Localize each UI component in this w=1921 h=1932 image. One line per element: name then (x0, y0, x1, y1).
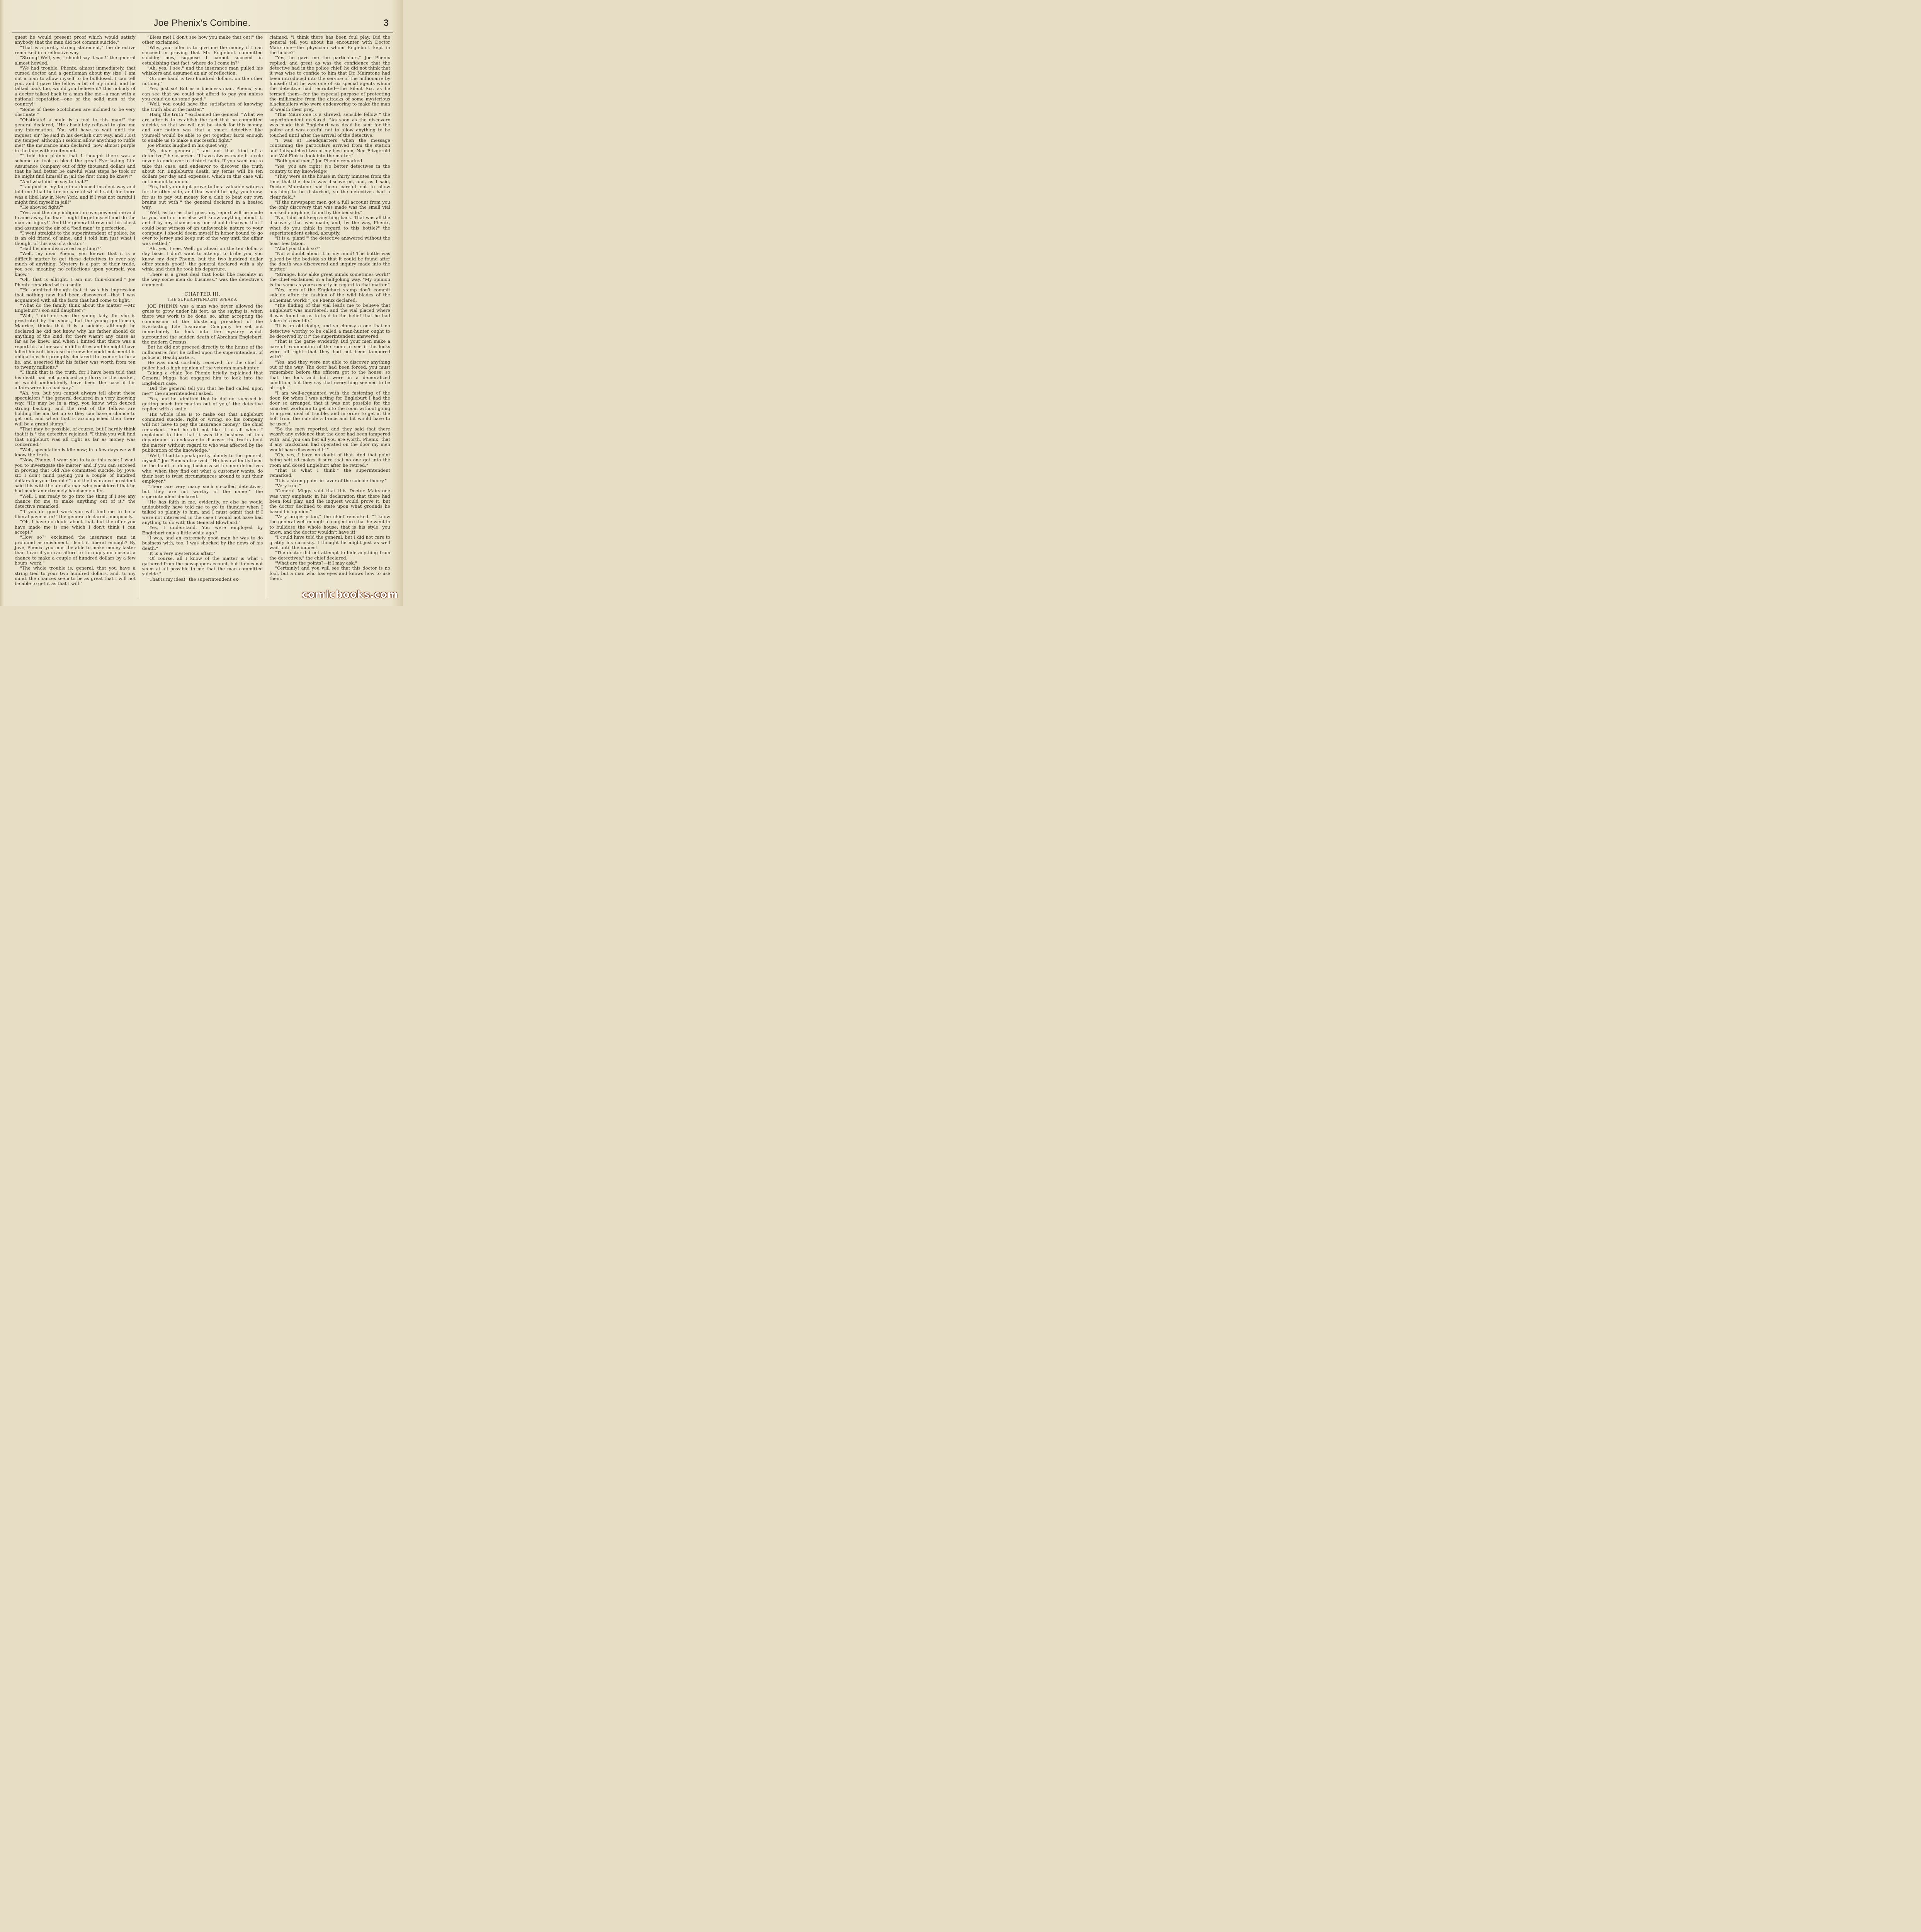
paragraph: "Yes, he gave me the particulars," Joe Phenix replied, and great as was the confidence that the detective had in the police chief, he did not think that it was wise to confide to him that Dr. Mairstone had been introduced into the service of the millionaire by himself; that he was one of six special agents whom the detective had recruited—the Silent Six, as he termed them—for the especial purpose of protecting the millionaire from the attacks of some mysterious blackmailers who were endeavoring to make the man of wealth their prey." (269, 55, 391, 112)
paragraph: "Of course, all I know of the matter is what I gathered from the newspaper account, but it does not seem at all possible to me that the man committed suicide." (142, 556, 263, 577)
paragraph: "No, I did not keep anything back. That was all the discovery that was made, and, by the way, Phenix, what do you think in regard to this bottle?" the superintendent asked, abruptly. (269, 215, 391, 236)
paragraph: "Very properly too," the chief remarked. "I know the general well enough to conjecture that he went in to bulldose the whole house; that is his style, you know, and the doctor wouldn't have it!" (269, 514, 391, 535)
paragraph: "Oh, yes, I have no doubt of that. And that point being settled makes it sure that no one got into the room and dosed Engleburt after he retired." (269, 452, 391, 468)
paragraph: "Obstinate! a mule is a fool to this man!" the general declared, "He absolutely refused to give me any information. 'You will have to wait until the inquest, sir,' he said in his devilish curt way, and I lost my temper, although I seldom allow anything to ruffle me!" the insurance man declared, now almost purple in the face with excitement. (15, 117, 136, 153)
paragraph: He was most cordially received, for the chief of police had a high opinion of the veteran man-hunter. (142, 360, 263, 371)
paragraph: "I went straight to the superintendent of police; he is an old friend of mine, and I told him just what I thought of this ass of a doctor." (15, 230, 136, 246)
paragraph: "That is the game evidently. Did your men make a careful examination of the room to see if the locks were all right—that they had not been tampered with?" (269, 338, 391, 360)
paragraph: "He admitted though that it was his impression that nothing new had been discovered—that I was acquainted with all the facts that had come to light." (15, 287, 136, 303)
paragraph: "I told him plainly that I thought there was a scheme on foot to bleed the great Everlasting Life Assurance Company out of fifty thousand dollars and that he had better be careful what steps he took or he might find himself in jail the first thing he knew!" (15, 153, 136, 179)
paragraph: "The whole trouble is, general, that you have a string tied to your two hundred dollars, and, to my mind, the chances seem to be as great that I will not be able to get it as that I will." (15, 565, 136, 587)
paragraph: "How so?" exclaimed the insurance man in profound astonishment. "Isn't it liberal enough? By Jove, Phenix, you must be able to make money faster than I can if you can afford to turn up your nose at a chance to make a couple of hundred dollars by a few hours' work." (15, 534, 136, 566)
paragraph: "Well, I am ready to go into the thing if I see any chance for me to make anything out of it," the detective remarked. (15, 493, 136, 509)
paragraph: "Oh, that is allright. I am not thin-skinned," Joe Phenix remarked with a smile. (15, 277, 136, 287)
paragraph: "The finding of this vial leads me to believe that Engleburt was murdered, and the vial placed where it was found so as to lead to the belief that he had taken his own life." (269, 302, 391, 323)
text-columns (12, 35, 393, 599)
paragraph: "General Miggs said that this Doctor Mairstone was very emphatic in his declaration that there had been foul play, and the inquest would prove it, but the doctor declined to state upon what grounds he based his opinion." (269, 488, 391, 514)
paragraph: "Laughed in my face in a deuced insolent way and told me I had better be careful what I said, for there was a libel law in New York, and if I was not careful I might find myself in jail!" (15, 184, 136, 205)
paragraph: "Both good men," Joe Phenix remarked. (275, 158, 364, 164)
paragraph: "It is a strong point in favor of the suicide theory." (275, 478, 387, 483)
column-left (12, 35, 139, 599)
paragraph: "Bless me! I don't see how you make that out!" the other exclaimed. (142, 35, 263, 45)
paragraph: "Yes, but you might prove to be a valuable witness for the other side, and that would be ugly, you know, for us to pay out money for a club to beat our own brains out with!" the general declared in a heated way. (142, 184, 263, 210)
column-middle (139, 35, 266, 599)
newspaper-page (0, 0, 403, 606)
paragraph: "My dear general, I am not that kind of a detective," he asserted. "I have always made it a rule never to endeavor to distort facts. If you want me to take this case, and endeavor to discover the truth about Mr. Engleburt's death, my terms will be ten dollars per day and expenses, which in this case will not amount to much." (142, 148, 263, 184)
paragraph: "That is a pretty strong statement," the detective remarked in a reflective way. (15, 44, 136, 56)
paragraph: "Some of these Scotchmen are inclined to be very obstinate." (15, 106, 136, 117)
paragraph: "Ah, yes, but you cannot always tell about these speculators," the general declared in a very knowing way. "He may be in a ring, you know, with deuced strong backing, and the rest of the fellows are holding the market up so they can have a chance to get out, and when that is accomplished then there will be a grand slump." (15, 390, 136, 427)
paragraph: "I am well-acquainted with the fastening of the door, for when I was acting for Engleburt I had the door so arranged that it was not possible for the smartest workman to get into the room without going to a great deal of trouble, and in order to get at the bolt from the outside a brace and bit would have to be used." (269, 390, 391, 427)
paragraph: "Had his men discovered anything?" (20, 246, 102, 252)
paragraph: "If you do good work you will find me to be a liberal paymaster!" the general declared, pompously. (15, 509, 136, 519)
paragraph: "Yes, I understand. You were employed by Engleburt only a little while ago." (142, 525, 263, 536)
paragraph: "Yes, you are right! No better detectives in the country to my knowledge! (269, 163, 391, 174)
paragraph: "Not a doubt about it in my mind! The bottle was placed by the bedside so that it could be found after the death was discovered and inquiry made into the matter." (269, 251, 391, 272)
paragraph: JOE PHENIX was a man who never allowed the grass to grow under his feet, as the saying is, when there was work to be done, so, after accepting the commission of the blustering president of the Everlasting Life Insurance Company he set out immediately to look into the mystery which surrounded the sudden death of Abraham Engleburt, the modern Crœsus. (142, 303, 263, 345)
watermark: comicbooks.com (301, 589, 398, 600)
paragraph: Taking a chair, Joe Phenix briefly explained that General Miggs had engaged him to look into the Engleburt case. (142, 370, 263, 386)
paragraph: "I think that is the truth, for I have been told that his death had not produced any flurry in the market, as would undoubtedly have been the case if his affairs were in a bad way." (15, 369, 136, 391)
paragraph: "It is an old dodge, and so clumsy a one that no detective worthy to be called a man-hunter ought to be deceived by it!" the superintendent answered. (269, 323, 391, 339)
paragraph: "There are very many such so-called detectives, but they are not worthy of the name!" the superintendent declared. (142, 483, 263, 500)
paragraph: "What do the family think about the matter —Mr. Engleburt's son and daughter?" (15, 302, 136, 313)
paragraph: "So the men reported, and they said that there wasn't any evidence that the door had been tampered with, and you can bet all you are worth, Phenix, that if any cracksman had operated on the door my men would have discovered it!" (269, 426, 391, 452)
paragraph: "And what did he say to that?" (20, 179, 88, 184)
paragraph: "Oh, I have no doubt about that, but the offer you have made me is one which I don't think I can accept." (15, 519, 136, 535)
paragraph: "Aha! you think so?" (275, 246, 320, 252)
paragraph: "That is my idea!" the superintendent ex- (147, 576, 240, 582)
paragraph: "Well, as far as that goes, my report will be made to you, and no one else will know anything about it, and if by any chance any one should discover that I could bear witness of an unfavorable nature to your company, I should deem myself in honor bound to go over to Jersey and keep out of the way until the affair was settled." (142, 209, 263, 246)
page-header (12, 17, 393, 29)
paragraph: "It is a very mysterious affair." (147, 551, 216, 556)
paragraph: "Yes, and then my indignation overpowered me and I came away, for fear I might forget myself and do the man an injury!" And the general threw out his chest and assumed the air of a "bad man" to perfection. (15, 209, 136, 231)
paragraph: "Strange, how alike great minds sometimes work!" the chief exclaimed in a half-joking way. "My opinion is the same as yours exactly in regard to that matter." (269, 271, 391, 287)
paragraph: But he did not proceed directly to the house of the millionaire: first he called upon the superintendent of police at Headquarters. (142, 344, 263, 360)
paragraph: "It is a 'plant!'" the detective answered without the least hesitation. (269, 235, 391, 246)
paragraph: "Well, speculation is idle now; in a few days we will know the truth. (15, 447, 136, 457)
paragraph: "He showed fight?" (20, 204, 63, 210)
paragraph: "That is what I think," the superintendent remarked. (269, 467, 391, 478)
paragraph: Joe Phenix laughed in his quiet way. (147, 143, 228, 148)
paragraph: "Now, Phenix, I want you to take this case; I want you to investigate the matter, and if you can succeed in proving that Old Abe committed suicide, by Jove, sir, I don't mind paying you a couple of hundred dollars for your trouble!" and the insurance president said this with the air of a man who considered that he had made an extremely handsome offer. (15, 457, 136, 494)
paragraph: "They were at the house in thirty minutes from the time that the death was discovered, and, as I said, Doctor Mairstone had been careful not to allow anything to be disturbed, so the detectives had a clear field." (269, 173, 391, 200)
paragraph: quest he would present proof which would satisfy anybody that the man did not commit suicide." (15, 35, 136, 45)
paragraph: "We had trouble, Phenix, almost immediately, that cursed doctor and a gentleman about my size! I am not a man to allow myself to be bulldosed, I can tell you, and I gave the fellow a bit of my mind, and he talked back too, would you believe it? this nobody of a doctor talked back to a man like me—a man with a national reputation—one of the solid men of the country!" (15, 65, 136, 107)
paragraph: "Well, I had to speak pretty plainly to the general, myself," Joe Phenix observed. "He has evidently been in the habit of doing business with some detectives who, when they find out what a customer wants, do their best to twist circumstances around to suit their employer." (142, 452, 263, 484)
paragraph: "Certainly! and you will see that this doctor is no fool, but a man who has eyes and knows how to use them. (269, 565, 391, 582)
paragraph: "Why, your offer is to give me the money if I can succeed in proving that Mr. Engleburt committed suicide; now, suppose I cannot succeed in establishing that fact, where do I come in?" (142, 44, 263, 66)
paragraph: "That may be possible, of course, but I hardly think that it is," the detective rejoined. "I think you will find that Engleburt was all right as far as money was concerned." (15, 426, 136, 447)
paragraph: "Hang the truth!" exclaimed the general. "What we are after is to establish the fact that he committed suicide, so that we will not be stuck for this money, and our notion was that a smart detective like yourself would be able to get together facts enough to enable us to make a successful fight." (142, 112, 263, 143)
paragraph: "There is a great deal that looks like rascality in the way some men do business," was the detective's comment. (142, 271, 263, 287)
paragraph: "Well, my dear Phenix, you known that it is a difficult matter to get these detectives to ever say much of anything. Mystery is a part of their trade, you see, meaning no reflections upon yourself, you know." (15, 251, 136, 277)
paragraph: "This Mairstone is a shrewd, sensible fellow!" the superintendent declared. "As soon as the discovery was made that Engleburt was dead he sent for the police and was careful not to allow anything to be touched until after the arrival of the detective. (269, 112, 391, 138)
paragraph: "Did the general tell you that he had called upon me?" the superintendent asked. (142, 386, 263, 396)
paragraph: "Yes, and they were not able to discover anything out of the way. The door had been forced, you must remember, before the officers got to the house, so that the lock and bolt were in a demoralized condition, but they say that everything seemed to be all right." (269, 359, 391, 391)
paragraph: "Yes, just so! But as a business man, Phenix, you can see that we could not afford to pay you unless you could do us some good." (142, 86, 263, 102)
paragraph: claimed. "I think there has been foul play. Did the general tell you about his encounter with Doctor Mairstone—the physician whom Engleburt kept in the house?" (269, 35, 391, 56)
paragraph: "Ah, yes, I see. Well, go ahead on the ten dollar a day basis. I don't want to attempt to bribe you, you know, my dear Phenix, but the two hundred dollar offer stands good!" the general declared with a sly wink, and then he took his departure. (142, 246, 263, 272)
page-title: Joe Phenix's Combine. (153, 18, 251, 28)
paragraph: "The doctor did not attempt to hide anything from the detectives," the chief declared. (269, 550, 391, 561)
chapter-heading: CHAPTER III. (184, 291, 221, 297)
paragraph: "Ah, yes, I see," and the insurance man pulled his whiskers and assumed an air of reflection. (142, 65, 263, 76)
paragraph: "Well, you could have the satisfaction of knowing the truth about the matter." (142, 101, 263, 112)
paragraph: "Well, I did not see the young lady, for she is prostrated by the shock, but the young gentleman, Maurice, thinks that it is a suicide, although he declared he did not know why his father should do anything of the kind, for there wasn't any cause as far as he knew, and when I hinted that there was a report his father was in difficulties and he might have killed himself because he knew he could not meet his obligations he promptly declared the rumor to be a lie, and asserted that his father was worth from ten to twenty millions." (15, 313, 136, 370)
page-number: 3 (383, 18, 389, 28)
paragraph: "Yes, and he admitted that he did not succeed in getting much information out of you," the detective replied with a smile. (142, 396, 263, 412)
paragraph: "He has faith in me, evidently, or else he would undoubtedly have told me to go to thunder when I talked so plainly to him, and I must admit that if I were not interested in the case I would not have had anything to do with this General Blowhard." (142, 499, 263, 525)
paragraph: "Very true." (275, 483, 301, 488)
paragraph: "Strong! Well, yes, I should say it was!" the general almost howled. (15, 55, 136, 66)
paragraph: "I was at Headquarters when the message containing the particulars arrived from the station and I dispatched two of my best men, Ned Fitzgerald and Wol Fink to look into the matter." (269, 137, 391, 158)
paragraph: "I could have told the general, but I did not care to gratify his curiosity. I thought he might just as well wait until the inquest. (269, 534, 391, 551)
paragraph: "I was, and an extremely good man he was to do business with, too. I was shocked by the news of his death." (142, 535, 263, 551)
chapter-subheading: THE SUPERINTENDENT SPEAKS. (167, 298, 238, 302)
paragraph: "If the newspaper men got a full account from you the only discovery that was made was the small vial marked morphine, found by the bedside." (269, 199, 391, 215)
column-right (266, 35, 393, 599)
paragraph: "His whole idea is to make out that Engleburt commited suicide, right or wrong, so his company will not have to pay the insurance money," the chief remarked. "And he did not like it at all when I explained to him that it was the business of this department to endeavor to discover the truth about the matter, without regard to who was affected by the publication of the knowledge." (142, 411, 263, 453)
paragraph: "What are the points?—if I may ask." (275, 560, 357, 566)
paragraph: "Yes, men of the Engleburt stamp don't commit suicide after the fashion of the wild blades of the Bohemian world!" Joe Phenix declared. (269, 287, 391, 303)
paragraph: "On one hand is two hundred dollars, on the other nothing." (142, 75, 263, 87)
